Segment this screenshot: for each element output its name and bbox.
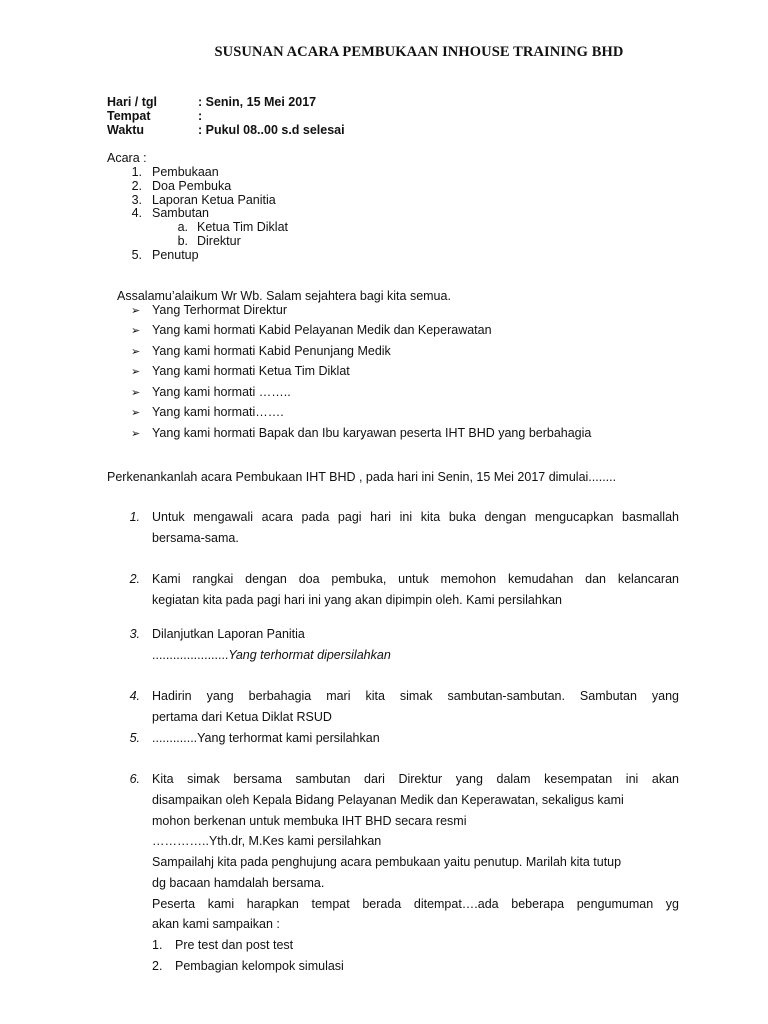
step-line: Kita simak bersama sambutan dari Direktur yang dalam kesempatan ini akan (152, 772, 679, 786)
info-value-tempat: : (198, 109, 203, 123)
announcement-item: Pre test dan post test (175, 938, 294, 952)
info-label-hari: Hari / tgl (107, 95, 158, 109)
step-line: pertama dari Ketua Diklat RSUD (152, 710, 332, 724)
arrow-bullet-icon: ➢ (131, 325, 141, 337)
intro-paragraph: Perkenankanlah acara Pembukaan IHT BHD , pada hari ini Senin, 15 Mei 2017 dimulai........ (107, 470, 617, 484)
acara-subnum: a. (177, 220, 188, 234)
acara-num: 5. (131, 248, 142, 262)
arrow-bullet-icon: ➢ (131, 366, 141, 378)
step-number: 4. (129, 689, 140, 703)
bullet-item: Yang kami hormati……. (152, 405, 284, 419)
acara-item: Laporan Ketua Panitia (152, 193, 276, 207)
step-number: 2. (129, 572, 140, 586)
step-line: kegiatan kita pada pagi hari ini yang akan dipimpin oleh. Kami persilahkan (152, 593, 562, 607)
bullet-item: Yang kami hormati Kabid Pelayanan Medik dan Keperawatan (152, 323, 492, 337)
step-subline-text: Yang terhormat dipersilahkan (228, 648, 391, 662)
step-number: 5. (129, 731, 140, 745)
step-line: akan kami sampaikan : (152, 917, 280, 931)
acara-num: 4. (131, 206, 142, 220)
acara-num: 2. (131, 179, 142, 193)
arrow-bullet-icon: ➢ (131, 387, 141, 399)
acara-item: Pembukaan (152, 165, 219, 179)
step-line: …………..Yth.dr, M.Kes kami persilahkan (152, 834, 382, 848)
step-line: .............Yang terhormat kami persilahkan (152, 731, 380, 745)
step-subline (152, 648, 391, 662)
bullet-item: Yang kami hormati Ketua Tim Diklat (152, 364, 350, 378)
acara-num: 3. (131, 193, 142, 207)
document-title: SUSUNAN ACARA PEMBUKAAN INHOUSE TRAINING BHD (214, 44, 624, 60)
announcement-num: 1. (152, 938, 163, 952)
acara-item: Penutup (152, 248, 199, 262)
step-line: Sampailahj kita pada penghujung acara pembukaan yaitu penutup. Marilah kita tutup (152, 855, 622, 869)
step-line: Untuk mengawali acara pada pagi hari ini kita buka dengan mengucapkan basmallah (152, 510, 679, 524)
step-line: disampaikan oleh Kepala Bidang Pelayanan Medik dan Keperawatan, sekaligus kami (152, 793, 624, 807)
acara-num: 1. (131, 165, 142, 179)
greeting-text: Assalamu’alaikum Wr Wb. Salam sejahtera bagi kita semua. (117, 289, 451, 303)
step-line: Hadirin yang berbahagia mari kita simak sambutan-sambutan. Sambutan yang (152, 689, 679, 703)
step-number: 3. (129, 627, 140, 641)
acara-subitem: Ketua Tim Diklat (197, 220, 289, 234)
bullet-item: Yang kami hormati Kabid Penunjang Medik (152, 344, 391, 358)
step-line: Dilanjutkan Laporan Panitia (152, 627, 305, 641)
bullet-item: Yang kami hormati Bapak dan Ibu karyawan peserta IHT BHD yang berbahagia (152, 426, 592, 440)
step-number: 1. (129, 510, 140, 524)
info-label-tempat: Tempat (107, 109, 151, 123)
bullet-item: Yang kami hormati …….. (152, 385, 291, 399)
arrow-bullet-icon: ➢ (131, 346, 141, 358)
step-line: dg bacaan hamdalah bersama. (152, 876, 325, 890)
acara-subnum: b. (177, 234, 188, 248)
step-number: 6. (129, 772, 140, 786)
info-value-waktu: : Pukul 08..00 s.d selesai (198, 123, 345, 137)
dot-leader: ...................... (152, 648, 229, 662)
step-line: Peserta kami harapkan tempat berada ditempat….ada beberapa pengumuman yg (152, 897, 679, 911)
step-line: mohon berkenan untuk membuka IHT BHD secara resmi (152, 814, 467, 828)
arrow-bullet-icon: ➢ (131, 407, 141, 419)
bullet-item: Yang Terhormat Direktur (152, 303, 288, 317)
announcement-item: Pembagian kelompok simulasi (175, 959, 344, 973)
acara-item: Sambutan (152, 206, 209, 220)
step-line: bersama-sama. (152, 531, 239, 545)
info-value-hari: : Senin, 15 Mei 2017 (198, 95, 317, 109)
acara-subitem: Direktur (197, 234, 241, 248)
acara-heading: Acara : (107, 151, 147, 165)
info-label-waktu: Waktu (107, 123, 145, 137)
acara-item: Doa Pembuka (152, 179, 232, 193)
announcement-num: 2. (152, 959, 163, 973)
arrow-bullet-icon: ➢ (131, 305, 141, 317)
step-line: Kami rangkai dengan doa pembuka, untuk memohon kemudahan dan kelancaran (152, 572, 679, 586)
arrow-bullet-icon: ➢ (131, 428, 141, 440)
